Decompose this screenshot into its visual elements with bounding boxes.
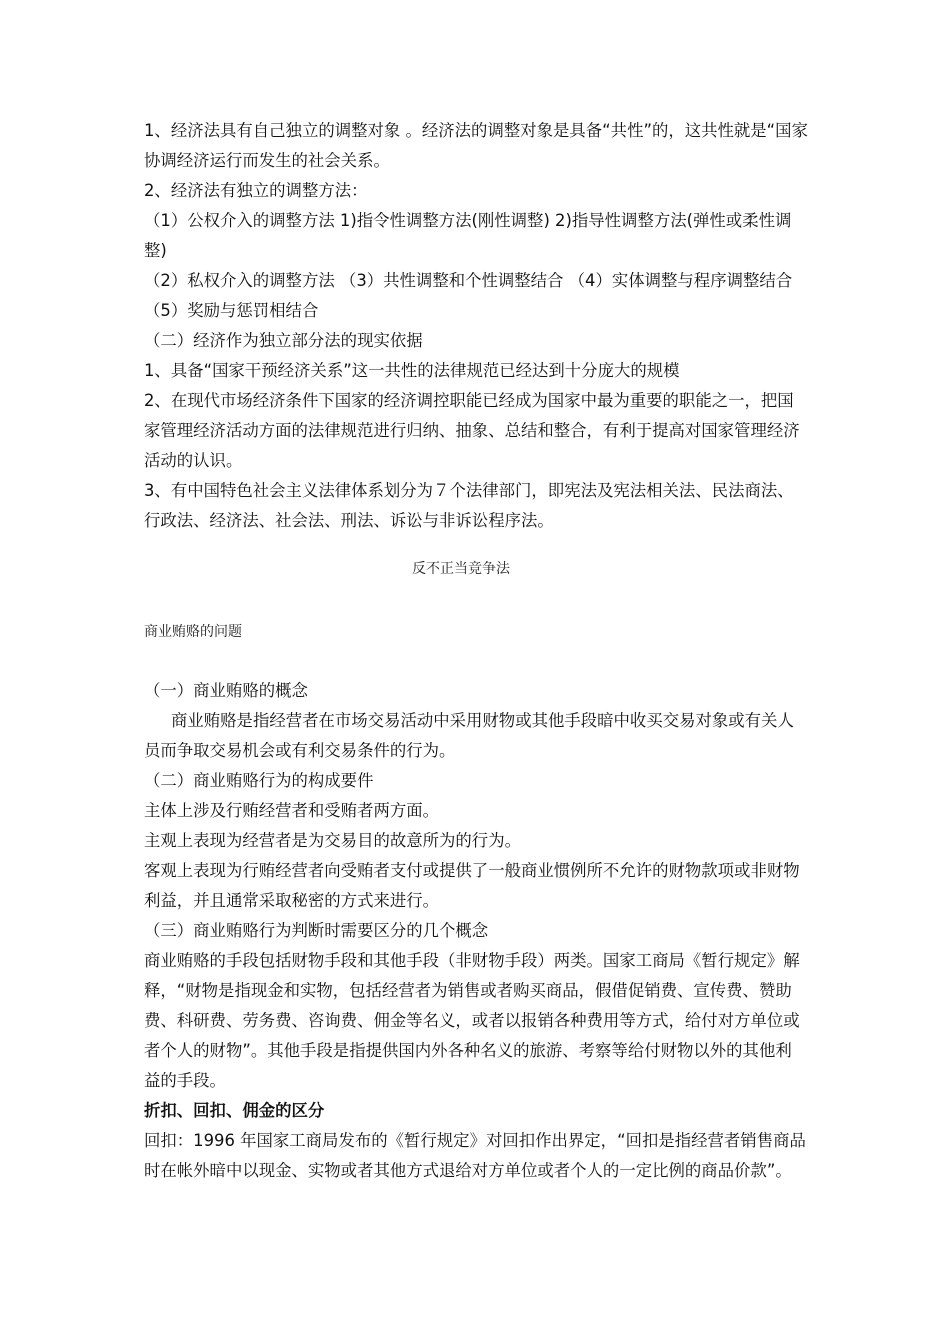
paragraph-basis-3: 3、有中国特色社会主义法律体系划分为７个法律部门，即宪法及宪法相关法、民法商法、行政法、经济法、社会法、刑法、诉讼与非诉讼程序法。 (144, 481, 794, 530)
paragraph-element-subject: 主体上涉及行贿经营者和受贿者两方面。 (144, 801, 440, 820)
paragraph-independent-method: 2、经济法有独立的调整方法： (144, 181, 368, 200)
paragraph-independent-object: 1、经济法具有自己独立的调整对象 。经济法的调整对象是具备“共性”的，这共性就是“国家协调经济运行而发生的社会关系。 (144, 121, 808, 170)
paragraph-element-subjective: 主观上表现为经营者是为交易目的故意所为的行为。 (144, 831, 521, 850)
paragraph-bribery-means: 商业贿赂的手段包括财物手段和其他手段（非财物手段）两类。国家工商局《暂行规定》解释，“财物是指现金和实物，包括经营者为销售或者购买商品，假借促销费、宣传费、赞助费、科研费、劳务费、咨询费、佣金等名义，或者以报销各种费用等方式，给付对方单位或者个人的财物”。其他手段是指提供国内外各种名义的旅游、考察等给付财物以外的其他利益的手段。 (144, 951, 800, 1090)
heading-bribery-elements: （二）商业贿赂行为的构成要件 (144, 771, 374, 790)
paragraph-element-objective: 客观上表现为行贿经营者向受贿者支付或提供了一般商业惯例所不允许的财物款项或非财物利益，并且通常采取秘密的方式来进行。 (144, 861, 800, 910)
paragraph-public-power-method: （1）公权介入的调整方法 1)指令性调整方法(刚性调整) 2)指导性调整方法(弹性或柔性调整) (144, 211, 792, 260)
document-body (144, 116, 808, 1186)
paragraph-basis-1: 1、具备“国家干预经济关系”这一共性的法律规范已经达到十分庞大的规模 (144, 361, 680, 380)
paragraph-basis-2: 2、在现代市场经济条件下国家的经济调控职能已经成为国家中最为重要的职能之一，把国家管理经济活动方面的法律规范进行归纳、抽象、总结和整合，有利于提高对国家管理经济活动的认识。 (144, 391, 800, 470)
heading-realistic-basis: （二）经济作为独立部分法的现实依据 (144, 331, 423, 350)
heading-commercial-bribery-issues: 商业贿赂的问题 (144, 624, 242, 640)
heading-bribery-distinctions: （三）商业贿赂行为判断时需要区分的几个概念 (144, 921, 489, 940)
paragraph-bribery-concept: 商业贿赂是指经营者在市场交易活动中采用财物或其他手段暗中收买交易对象或有关人员而争取交易机会或有利交易条件的行为。 (144, 711, 794, 760)
heading-bribery-concept: （一）商业贿赂的概念 (144, 681, 308, 700)
paragraph-kickback-definition: 回扣：1996 年国家工商局发布的《暂行规定》对回扣作出界定，“回扣是指经营者销售商品时在帐外暗中以现金、实物或者其他方式退给对方单位或者个人的一定比例的商品价款”。 (144, 1131, 806, 1180)
paragraph-private-power-method: （2）私权介入的调整方法 （3）共性调整和个性调整结合 （4）实体调整与程序调整结合 （5）奖励与惩罚相结合 (144, 271, 793, 320)
heading-anti-unfair-competition: 反不正当竞争法 (412, 561, 510, 577)
heading-discount-kickback-commission: 折扣、回扣、佣金的区分 (144, 1101, 325, 1120)
